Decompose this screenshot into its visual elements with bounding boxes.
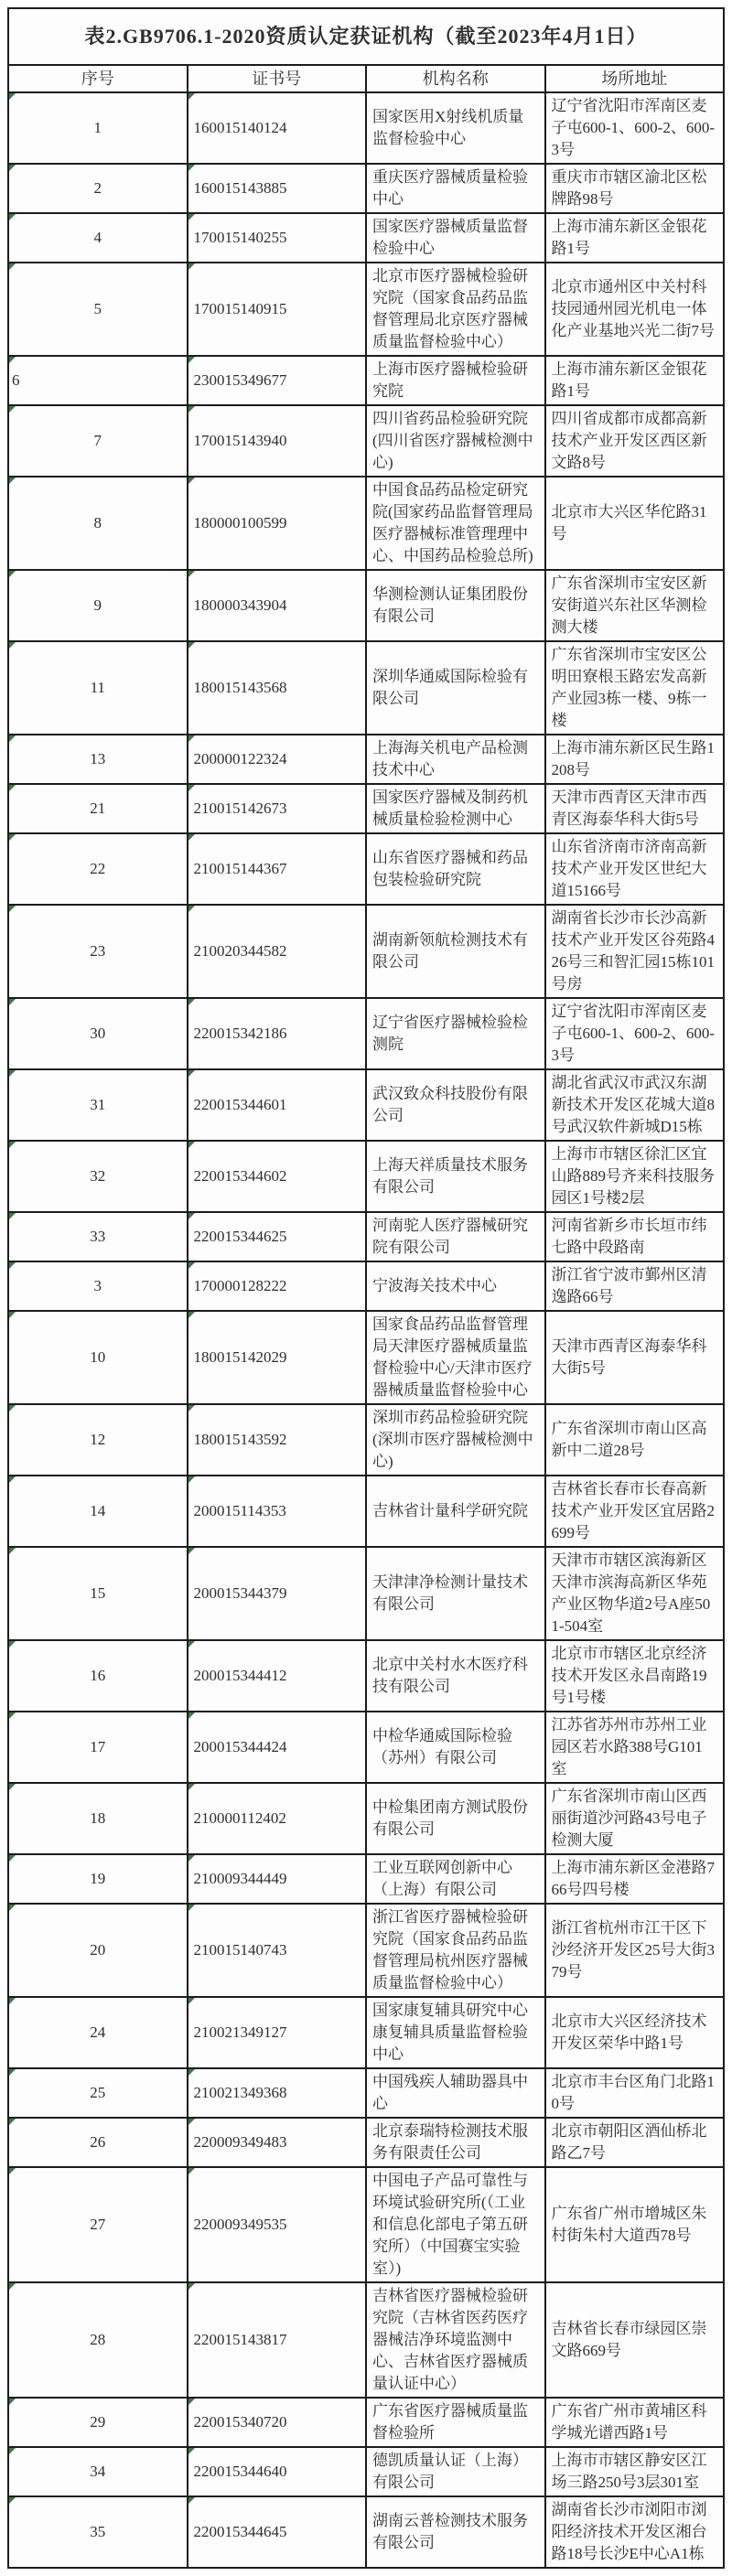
table-title-row [8,8,724,65]
serial-cell: 32 [8,1141,188,1212]
certificate-cell: 180015143592 [188,1404,367,1476]
institution-cell: 吉林省医疗器械检验研究院（吉林省医药医疗器械洁净环境监测中心、吉林省医疗器械质量认证中心） [366,2282,545,2398]
serial-cell: 6 [8,356,188,405]
serial-cell: 18 [8,1783,188,1854]
table-row [8,570,724,641]
address-cell: 湖北省武汉市武汉东湖新技术开发区花城大道8号武汉软件新城D15栋 [545,1069,725,1141]
certificate-cell: 210000112402 [188,1783,367,1854]
institution-cell: 武汉致众科技股份有限公司 [366,1069,545,1141]
certificate-cell: 210015140743 [188,1904,367,1997]
institution-cell: 天津津净检测计量技术有限公司 [366,1547,545,1640]
address-cell: 浙江省杭州市江干区下沙经济开发区25号大街379号 [545,1904,725,1997]
address-cell: 上海市浦东新区金港路766号四号楼 [545,1854,725,1904]
table-body [8,92,724,2568]
address-cell: 重庆市市辖区渝北区松牌路98号 [545,164,725,213]
address-cell: 湖南省长沙市浏阳市浏阳经济技术开发区湘台路18号长沙E中心A1栋 [545,2496,725,2568]
table-row [8,477,724,570]
institution-cell: 湖南新领航检测技术有限公司 [366,905,545,998]
serial-cell: 20 [8,1904,188,1997]
serial-cell: 26 [8,2118,188,2167]
certificate-cell: 220015344645 [188,2496,367,2568]
certificate-cell: 180015143568 [188,641,367,735]
address-cell: 江苏省苏州市苏州工业园区若水路388号G101室 [545,1712,725,1783]
address-cell: 天津市西青区海泰华科大街5号 [545,1311,725,1404]
certificate-cell: 160015143885 [188,164,367,213]
serial-cell: 25 [8,2068,188,2118]
serial-cell: 34 [8,2447,188,2496]
certificate-cell: 170015140255 [188,213,367,263]
serial-cell: 16 [8,1640,188,1712]
serial-cell: 7 [8,405,188,477]
address-cell: 浙江省宁波市鄞州区清逸路66号 [545,1261,725,1311]
table-row [8,1476,724,1547]
table-row [8,1712,724,1783]
address-cell: 山东省济南市济南高新技术产业开发区世纪大道15166号 [545,833,725,905]
serial-cell: 10 [8,1311,188,1404]
table-row [8,2496,724,2568]
table-row [8,1069,724,1141]
serial-cell: 4 [8,213,188,263]
address-cell: 广东省深圳市宝安区新安街道兴东社区华测检测大楼 [545,570,725,641]
table-row [8,1311,724,1404]
certificate-cell: 230015349677 [188,356,367,405]
institution-cell: 河南驼人医疗器械研究院有限公司 [366,1212,545,1261]
table-row [8,1141,724,1212]
address-cell: 辽宁省沈阳市浑南区麦子屯600-1、600-2、600-3号 [545,92,725,164]
institution-cell: 湖南云普检测技术服务有限公司 [366,2496,545,2568]
address-cell: 北京市大兴区华佗路31号 [545,477,725,570]
serial-cell: 23 [8,905,188,998]
address-cell: 北京市朝阳区酒仙桥北路乙7号 [545,2118,725,2167]
serial-cell: 19 [8,1854,188,1904]
page-title: 表2.GB9706.1-2020资质认定获证机构（截至2023年4月1日） [8,8,724,65]
serial-cell: 35 [8,2496,188,2568]
address-cell: 上海市市辖区静安区江场三路250号3层301室 [545,2447,725,2496]
certificate-cell: 210009344449 [188,1854,367,1904]
address-cell: 湖南省长沙市长沙高新技术产业开发区谷苑路426号三和智汇园15栋101号房 [545,905,725,998]
certificate-cell: 200015114353 [188,1476,367,1547]
serial-cell: 21 [8,784,188,833]
serial-cell: 30 [8,998,188,1069]
institution-cell: 中国食品药品检定研究院(国家药品监督管理局医疗器械标准管理理中心、中国药品检验总所) [366,477,545,570]
serial-cell: 22 [8,833,188,905]
address-cell: 广东省广州市增城区朱村街朱村大道西78号 [545,2167,725,2282]
address-cell: 天津市西青区天津市西青区海泰华科大街5号 [545,784,725,833]
certificate-cell: 220015344625 [188,1212,367,1261]
address-cell: 广东省深圳市宝安区公明田寮根玉路宏发高新产业园3栋一楼、9栋一楼 [545,641,725,735]
institution-cell: 国家医疗器械质量监督检验中心 [366,213,545,263]
table-row [8,1997,724,2068]
institution-cell: 中国残疾人辅助器具中心 [366,2068,545,2118]
certificate-cell: 220015344602 [188,1141,367,1212]
institution-cell: 深圳市药品检验研究院(深圳市医疗器械检测中心) [366,1404,545,1476]
address-cell: 天津市市辖区滨海新区天津市滨海高新区华苑产业区物华道2号A座501-504室 [545,1547,725,1640]
serial-cell: 28 [8,2282,188,2398]
institution-cell: 吉林省计量科学研究院 [366,1476,545,1547]
table-row [8,1904,724,1997]
certificate-cell: 210021349368 [188,2068,367,2118]
institution-cell: 中国电子产品可靠性与环境试验研究所(（工业和信息化部电子第五研究所）（中国赛宝实验室）) [366,2167,545,2282]
institution-cell: 北京泰瑞特检测技术服务有限责任公司 [366,2118,545,2167]
certified-institutions-table [7,7,725,2569]
table-row [8,735,724,784]
address-cell: 上海市市辖区徐汇区宜山路889号齐来科技服务园区1号楼2层 [545,1141,725,1212]
serial-cell: 17 [8,1712,188,1783]
address-cell: 北京市通州区中关村科技园通州园光机电一体化产业基地兴光二街7号 [545,263,725,356]
certificate-cell: 200015344424 [188,1712,367,1783]
table-row [8,2447,724,2496]
serial-cell: 11 [8,641,188,735]
certificate-cell: 220015342186 [188,998,367,1069]
address-cell: 四川省成都市成都高新技术产业开发区西区新文路8号 [545,405,725,477]
certificate-cell: 180015142029 [188,1311,367,1404]
institution-cell: 浙江省医疗器械检验研究院（国家食品药品监督管理局杭州医疗器械质量监督检验中心） [366,1904,545,1997]
table-row [8,1261,724,1311]
institution-cell: 中检华通威国际检验（苏州）有限公司 [366,1712,545,1783]
address-cell: 广东省深圳市南山区西丽街道沙河路43号电子检测大厦 [545,1783,725,1854]
certificate-cell: 220009349535 [188,2167,367,2282]
certificate-cell: 160015140124 [188,92,367,164]
institution-cell: 上海市医疗器械检验研究院 [366,356,545,405]
certificate-cell: 220009349483 [188,2118,367,2167]
certificate-cell: 200015344379 [188,1547,367,1640]
table-row [8,1212,724,1261]
table-row [8,833,724,905]
institution-cell: 深圳华通威国际检验有限公司 [366,641,545,735]
table-row [8,1640,724,1712]
table-row [8,905,724,998]
institution-cell: 宁波海关技术中心 [366,1261,545,1311]
institution-cell: 北京中关村水木医疗科技有限公司 [366,1640,545,1712]
institution-cell: 北京市医疗器械检验研究院（国家食品药品监督管理局北京医疗器械质量监督检验中心） [366,263,545,356]
address-cell: 上海市浦东新区金银花路1号 [545,213,725,263]
certificate-cell: 210020344582 [188,905,367,998]
serial-cell: 33 [8,1212,188,1261]
address-cell: 北京市大兴区经济技术开发区荣华中路1号 [545,1997,725,2068]
institution-cell: 国家医用X射线机质量监督检验中心 [366,92,545,164]
institution-cell: 上海天祥质量技术服务有限公司 [366,1141,545,1212]
table-row [8,998,724,1069]
address-cell: 广东省广州市黄埔区科学城光谱西路1号 [545,2398,725,2447]
table-row [8,2068,724,2118]
address-cell: 北京市市辖区北京经济技术开发区永昌南路19号1号楼 [545,1640,725,1712]
column-header-address: 场所地址 [545,65,725,92]
certificate-cell: 220015143817 [188,2282,367,2398]
address-cell: 上海市浦东新区民生路1208号 [545,735,725,784]
table-row [8,2398,724,2447]
institution-cell: 广东省医疗器械质量监督检验所 [366,2398,545,2447]
serial-cell: 15 [8,1547,188,1640]
certificate-cell: 200000122324 [188,735,367,784]
table-header-row [8,65,724,92]
certificate-cell: 170015143940 [188,405,367,477]
serial-cell: 12 [8,1404,188,1476]
table-row [8,641,724,735]
table-row [8,92,724,164]
certificate-cell: 220015344601 [188,1069,367,1141]
serial-cell: 29 [8,2398,188,2447]
serial-cell: 2 [8,164,188,213]
table-row [8,263,724,356]
column-header-certificate: 证书号 [188,65,367,92]
address-cell: 辽宁省沈阳市浑南区麦子屯600-1、600-2、600-3号 [545,998,725,1069]
serial-cell: 14 [8,1476,188,1547]
institution-cell: 重庆医疗器械质量检验中心 [366,164,545,213]
column-header-institution: 机构名称 [366,65,545,92]
serial-cell: 31 [8,1069,188,1141]
address-cell: 北京市丰台区角门北路10号 [545,2068,725,2118]
serial-cell: 27 [8,2167,188,2282]
certificate-cell: 170015140915 [188,263,367,356]
address-cell: 河南省新乡市长垣市纬七路中段路南 [545,1212,725,1261]
certificate-cell: 210021349127 [188,1997,367,2068]
institution-cell: 华测检测认证集团股份有限公司 [366,570,545,641]
institution-cell: 辽宁省医疗器械检验检测院 [366,998,545,1069]
certificate-cell: 210015144367 [188,833,367,905]
institution-cell: 工业互联网创新中心（上海）有限公司 [366,1854,545,1904]
serial-cell: 5 [8,263,188,356]
certificate-cell: 180000100599 [188,477,367,570]
table-row [8,356,724,405]
address-cell: 吉林省长春市绿园区崇文路669号 [545,2282,725,2398]
table-row [8,1783,724,1854]
table-row [8,2118,724,2167]
table-row [8,1404,724,1476]
table-row [8,1854,724,1904]
table-row [8,1547,724,1640]
table-row [8,784,724,833]
institution-cell: 国家食品药品监督管理局天津医疗器械质量监督检验中心/天津市医疗器械质量监督检验中心 [366,1311,545,1404]
address-cell: 上海市浦东新区金银花路1号 [545,356,725,405]
institution-cell: 国家医疗器械及制药机械质量检验检测中心 [366,784,545,833]
address-cell: 广东省深圳市南山区高新中二道28号 [545,1404,725,1476]
certificate-cell: 170000128222 [188,1261,367,1311]
institution-cell: 山东省医疗器械和药品包装检验研究院 [366,833,545,905]
certificate-cell: 220015340720 [188,2398,367,2447]
serial-cell: 9 [8,570,188,641]
serial-cell: 3 [8,1261,188,1311]
table-row [8,164,724,213]
institution-cell: 德凯质量认证（上海）有限公司 [366,2447,545,2496]
serial-cell: 1 [8,92,188,164]
certificate-cell: 210015142673 [188,784,367,833]
institution-cell: 上海海关机电产品检测技术中心 [366,735,545,784]
institution-cell: 国家康复辅具研究中心康复辅具质量监督检验中心 [366,1997,545,2068]
table-row [8,2167,724,2282]
column-header-serial: 序号 [8,65,188,92]
institution-cell: 四川省药品检验研究院(四川省医疗器械检测中心) [366,405,545,477]
table-row [8,213,724,263]
institution-cell: 中检集团南方测试股份有限公司 [366,1783,545,1854]
certificate-cell: 220015344640 [188,2447,367,2496]
certificate-cell: 200015344412 [188,1640,367,1712]
serial-cell: 13 [8,735,188,784]
table-row [8,2282,724,2398]
address-cell: 吉林省长春市长春高新技术产业开发区宜居路2699号 [545,1476,725,1547]
certificate-cell: 180000343904 [188,570,367,641]
table-row [8,405,724,477]
serial-cell: 24 [8,1997,188,2068]
serial-cell: 8 [8,477,188,570]
